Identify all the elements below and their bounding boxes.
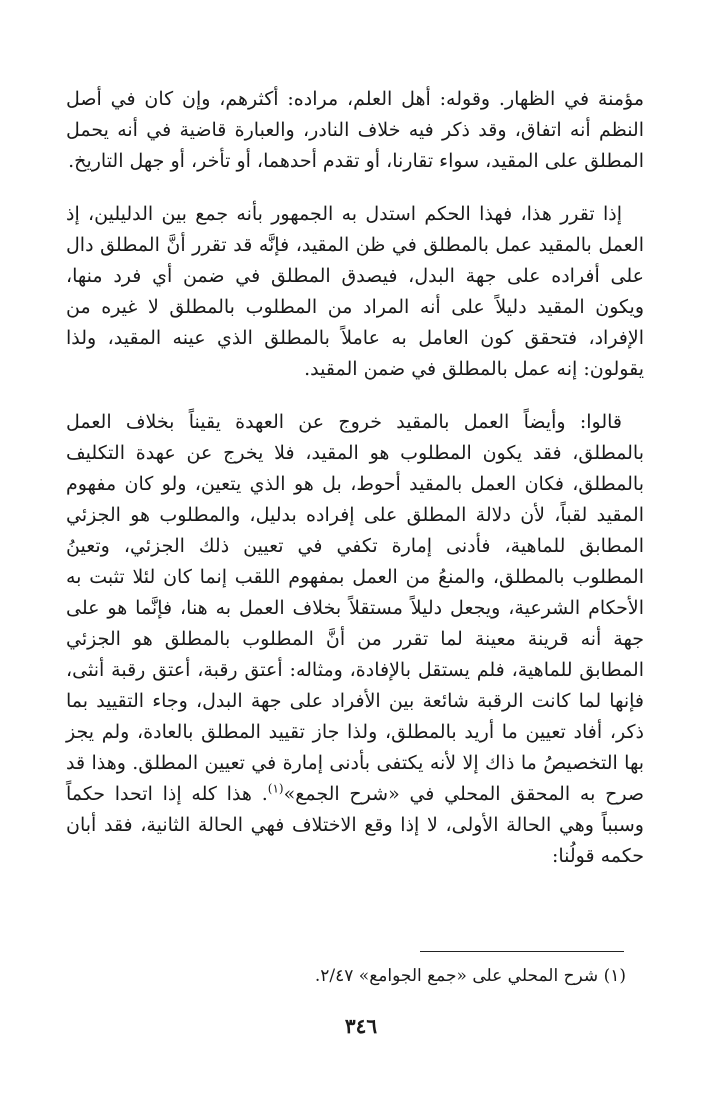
paragraph-3-text: قالوا: وأيضاً العمل بالمقيد خروج عن العهدة يقيناً بخلاف العمل بالمطلق، فقد يكون المطلوب هو المقيد، فلا يخرج عن عهدة التكليف بالمطلق، فكان العمل بالمقيد أحوط، بل هو الذي يتعين، ولو كان مفهوم المقيد لقباً، لأن دلالة المطلق على إفراده بدليل، والمطلوب هو الجزئي المطابق للماهية، فأدنى إمارة تكفي في تعيين ذلك الجزئي، وتعينُ المطلوب بالمطلق، والمنعُ من العمل بمفهوم اللقب إنما كان لئلا تثبت به الأحكام الشرعية، ويجعل دليلاً مستقلاً بخلاف العمل به هنا، فإنَّما هو على جهة أنه قرينة معينة لما تقرر من أنَّ المطلوب بالمطلق هو الجزئي المطابق للماهية، فلم يستقل بالإفادة، ومثاله: أعتق رقبة، أعتق رقبة أنثى، فإنها لما كانت الرقبة شائعة بين الأفراد على جهة البدل، وجاء التقييد بما ذكر، أفاد تعيين ما أريد بالمطلق، ولذا جاز تقييد المطلق بالعادة، ولم يجز بها التخصيصُ ما ذاك إلا لأنه يكتفى بأدنى إمارة في تعيين المطلق. وهذا قد صرح به المحقق المحلي في «شرح الجمع» — [66, 411, 644, 805]
page-number: ٣٤٦ — [344, 1014, 378, 1038]
paragraph-2: إذا تقرر هذا، فهذا الحكم استدل به الجمهور بأنه جمع بين الدليلين، إذ العمل بالمقيد عمل بالمطلق في ظن المقيد، فإنَّه قد تقرر أنَّ المطلق دال على أفراده على جهة البدل، فيصدق المطلق في ضمن أي فرد منها، ويكون المقيد دليلاً على أنه المراد من المطلوب بالمطلق لا غيره من الإفراد، فتحقق كون العامل به عاملاً بالمطلق الذي عينه المقيد، ولذا يقولون: إنه عمل بالمطلق في ضمن المقيد. — [66, 203, 644, 380]
page-body — [66, 84, 644, 872]
footnote: (١) شرح المحلي على «جمع الجوامع» ٢/٤٧. — [314, 966, 626, 986]
paragraph-1: مؤمنة في الظهار. وقوله: أهل العلم، مراده: أكثرهم، وإن كان في أصل النظم أنه اتفاق، وقد ذكر فيه خلاف النادر، والعبارة قاضية في أنه يحمل المطلق على المقيد، سواء تقارنا، أو تقدم أحدهما، أو تأخر، أو جهل التاريخ. — [66, 88, 644, 172]
footnote-reference[interactable]: (١) — [267, 781, 284, 796]
footnote-separator — [420, 951, 624, 952]
paragraph-3 — [66, 407, 644, 872]
paragraph-3-text-continued: . هذا كله إذا اتحدا حكماً وسبباً وهي الحالة الأولى، لا إذا وقع الاختلاف فهي الحالة الثانية، فقد أبان حكمه قولُنا: — [66, 783, 644, 867]
